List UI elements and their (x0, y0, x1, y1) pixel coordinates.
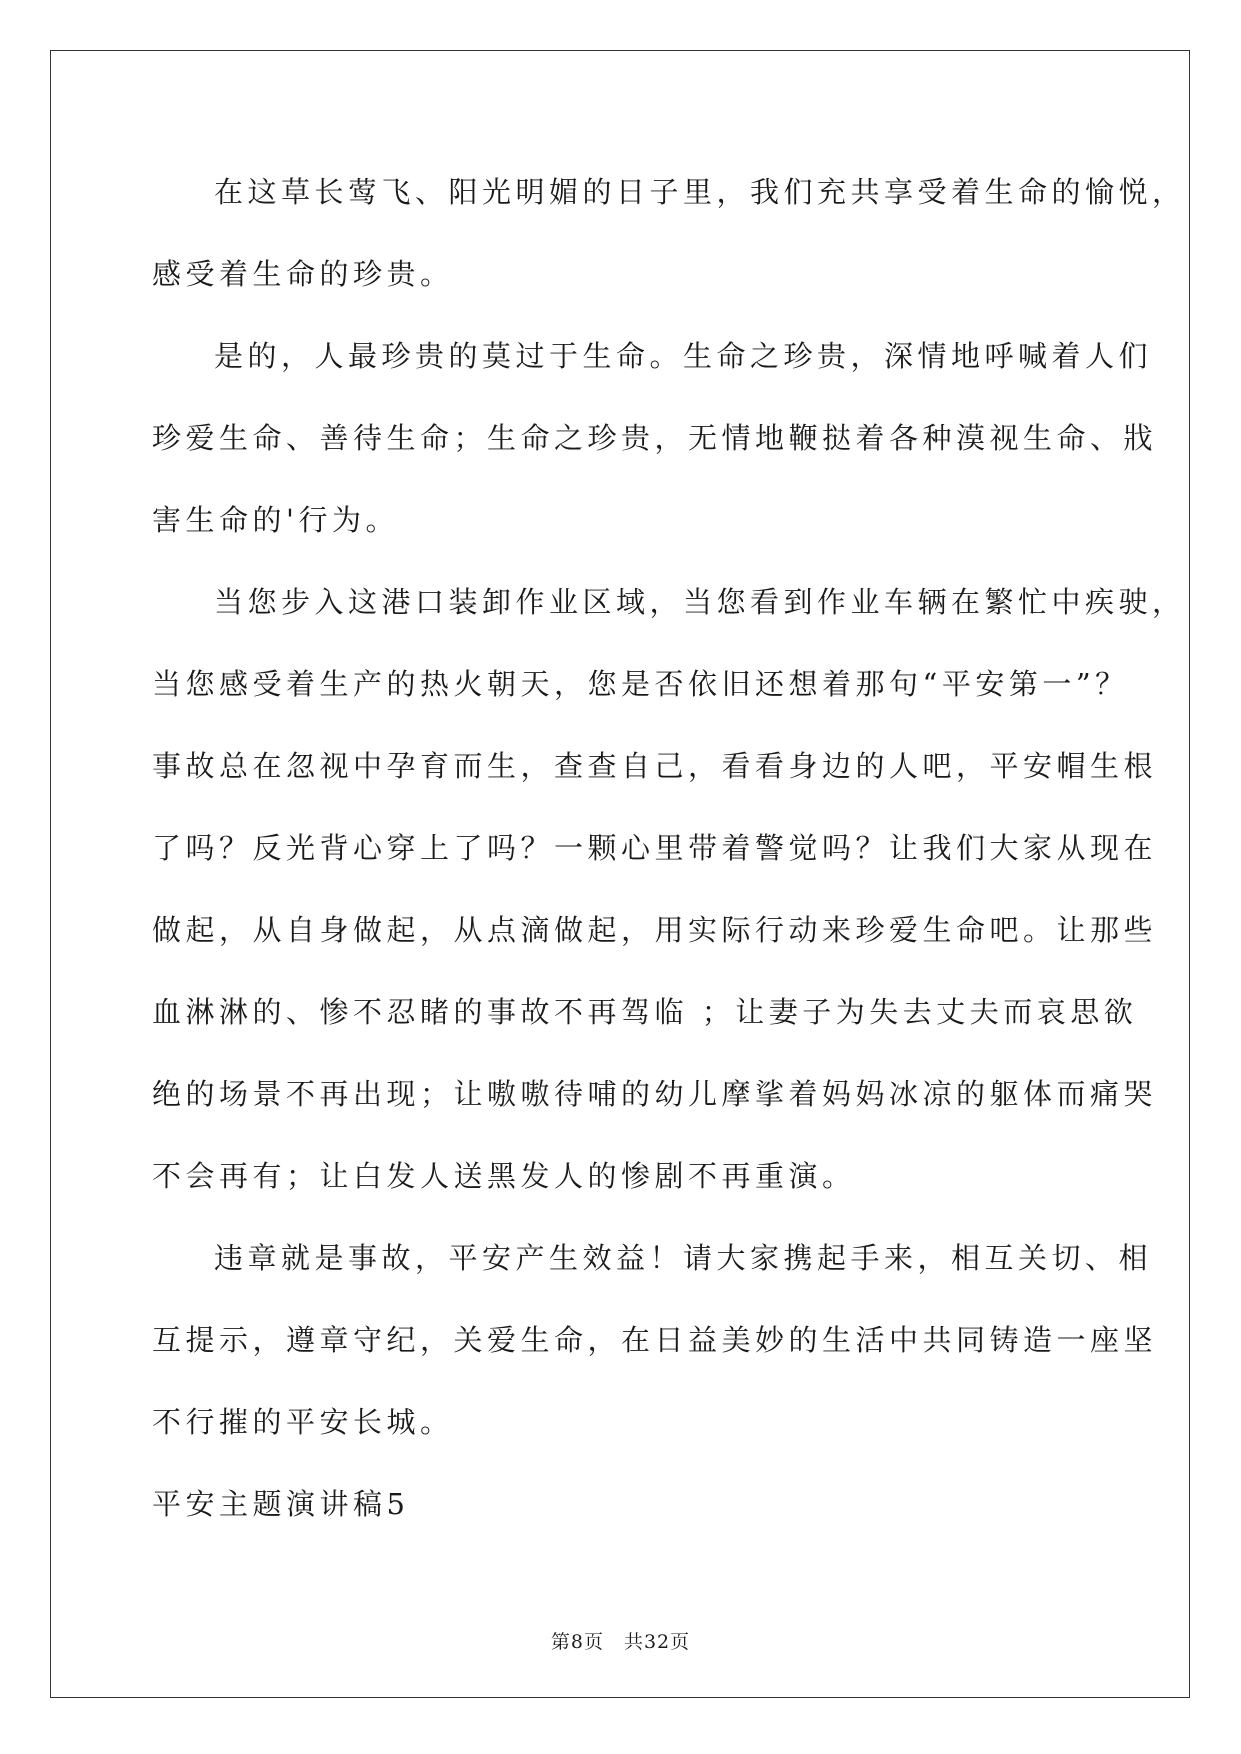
text-line: 害生命的'行为。 (152, 503, 399, 537)
text-line: 不行摧的平安长城。 (152, 1405, 454, 1439)
text-line: 违章就是事故，平安产生效益！请大家携起手来，相互关切、相 (214, 1241, 1153, 1275)
text-line: 是的，人最珍贵的莫过于生命。生命之珍贵，深情地呼喊着人们 (214, 339, 1153, 373)
text-line: 当您步入这港口装卸作业区域，当您看到作业车辆在繁忙中疾驶， (214, 585, 1186, 619)
page-number: 第8页 共32页 (550, 1631, 691, 1653)
section-heading: 平安主题演讲稿5 (152, 1487, 410, 1521)
text-line: 在这草长莺飞、阳光明媚的日子里，我们充共享受着生命的愉悦， (214, 175, 1186, 209)
text-line: 不会再有；让白发人送黑发人的惨剧不再重演。 (152, 1159, 856, 1193)
text-line: 当您感受着生产的热火朝天，您是否依旧还想着那句“平安第一”？ (152, 667, 1129, 701)
text-line: 互提示，遵章守纪，关爱生命，在日益美妙的生活中共同铸造一座坚 (152, 1323, 1158, 1357)
document-body (152, 163, 1186, 1557)
text-line: 感受着生命的珍贵。 (152, 257, 454, 291)
text-line: 事故总在忽视中孕育而生，查查自己，看看身边的人吧，平安帽生根 (152, 749, 1158, 783)
text-line: 血淋淋的、惨不忍睹的事故不再驾临 ；让妻子为失去丈夫而哀思欲 (152, 995, 1138, 1029)
text-line: 做起，从自身做起，从点滴做起，用实际行动来珍爱生命吧。让那些 (152, 913, 1158, 947)
text-line: 绝的场景不再出现；让嗷嗷待哺的幼儿摩挲着妈妈冰凉的躯体而痛哭 (152, 1077, 1158, 1111)
text-line: 了吗？反光背心穿上了吗？一颗心里带着警觉吗？让我们大家从现在 (152, 831, 1158, 865)
text-line: 珍爱生命、善待生命；生命之珍贵，无情地鞭挞着各种漠视生命、戕 (152, 421, 1158, 455)
